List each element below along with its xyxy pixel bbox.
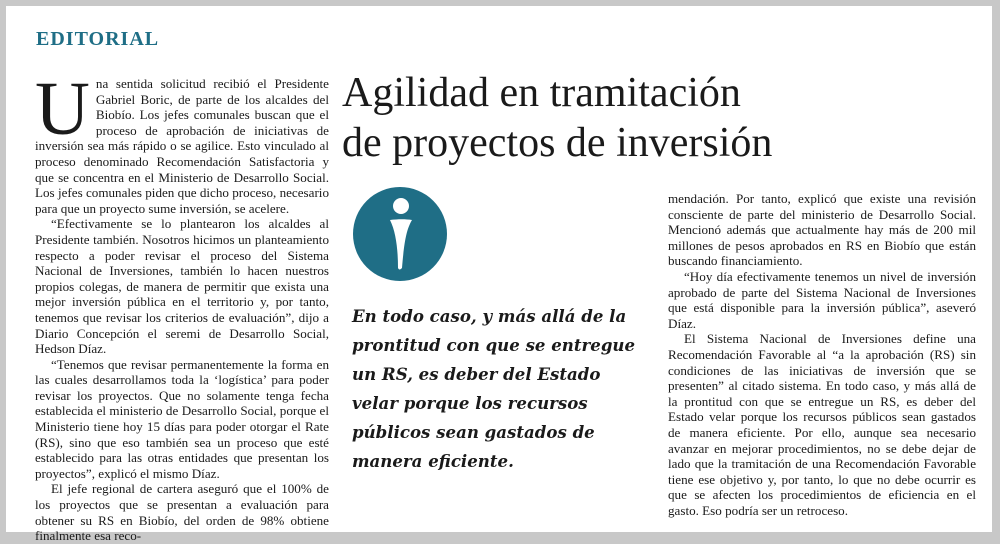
paragraph-2: “Efectivamente se lo plantearon los alcaldes al Presidente también. Nosotros hicimos un planteamiento respecto a poder revisar el proceso del Sistema Nacional de Inversiones, también lo hacen nuestros propios colegas, de manera de permitir que exista una mejor inversión pública en el territorio y, por tanto, tenemos que revisar los criterios de evaluación”, dijo a Diario Concepción el seremi de Desarrollo Social, Hedson Díaz.: [35, 216, 329, 357]
headline-line-2: de proyectos de inversión: [342, 120, 773, 166]
info-icon-dot: [393, 198, 409, 214]
paragraph-1: [35, 67, 329, 216]
article-column-1: [35, 67, 329, 544]
headline: [342, 68, 962, 168]
headline-line-1: Agilidad en tramitación: [342, 70, 741, 116]
drop-cap: U: [35, 67, 90, 151]
article-column-3: [668, 191, 976, 518]
paragraph-6: “Hoy día efectivamente tenemos un nivel de inversión aprobado de parte del Sistema Nacional de Inversiones que está disponible para la inversión pública”, aseveró Díaz.: [668, 268, 976, 331]
pull-quote: En todo caso, y más allá de la prontitud con que se entregue un RS, es deber del Estado velar porque los recursos públicos sean gastados de manera eficiente.: [352, 306, 636, 471]
newspaper-page: [6, 6, 992, 544]
paragraph-3: “Tenemos que revisar permanentemente la forma en las cuales desarrollamos toda la ‘logística’ para poder revisar los proyectos. Que no solamente tenga fecha establecida el ministerio de Desarrollo Social, porque el Ministerio tiene hoy 15 días para poder otorgar el Rate (RS), sino que eso también sea un proceso que esté establecido para las otras entidades que presentan los proyectos”, explicó el mismo Díaz.: [35, 356, 329, 481]
info-icon: [352, 186, 448, 282]
paragraph-1-text: na sentida solicitud recibió el Presidente Gabriel Boric, de parte de los alcaldes del Biobío. Los jefes comunales buscan que el proceso de aprobación de iniciativas de inversión sea más rápido o se agilice. Esto vinculado al proceso denominado Recomendación Satisfactoria y que se concentra en el Ministerio de Desarrollo Social. Los jefes comunales piden que dicho proceso, necesario para que un proyecto sume inversión, se acelere.: [35, 76, 329, 216]
paragraph-4: El jefe regional de cartera aseguró que el 100% de los proyectos que se presentan a evaluación para obtener su RS en Biobío, del orden de 98% obtiene finalmente esa reco-: [35, 481, 329, 544]
paragraph-7: El Sistema Nacional de Inversiones define una Recomendación Favorable al “a la aprobación (RS) sin condiciones de las iniciativas de inversión que se presenten” al citado sistema. En todo caso, y más allá de la prontitud con que se entregue un RS, es deber del Estado velar porque los recursos públicos sean gastados de manera eficiente. Por ello, aunque sea necesario avanzar en mejorar procedimientos, no se debe dejar de lado que la tramitación de una Recomendación Favorable tiene ese objetivo y, por tanto, lo que no debe ocurrir es que se afecten los procedimientos de eficiencia en el gasto. Eso podría ser un retroceso.: [668, 331, 976, 518]
paragraph-5: mendación. Por tanto, explicó que existe una revisión consciente de parte del ministerio de Desarrollo Social. Mencionó además que actualmente hay más de 200 mil millones de pesos aprobados en RS en Biobío que están buscando financiamiento.: [668, 191, 976, 269]
section-label: EDITORIAL: [36, 28, 160, 50]
